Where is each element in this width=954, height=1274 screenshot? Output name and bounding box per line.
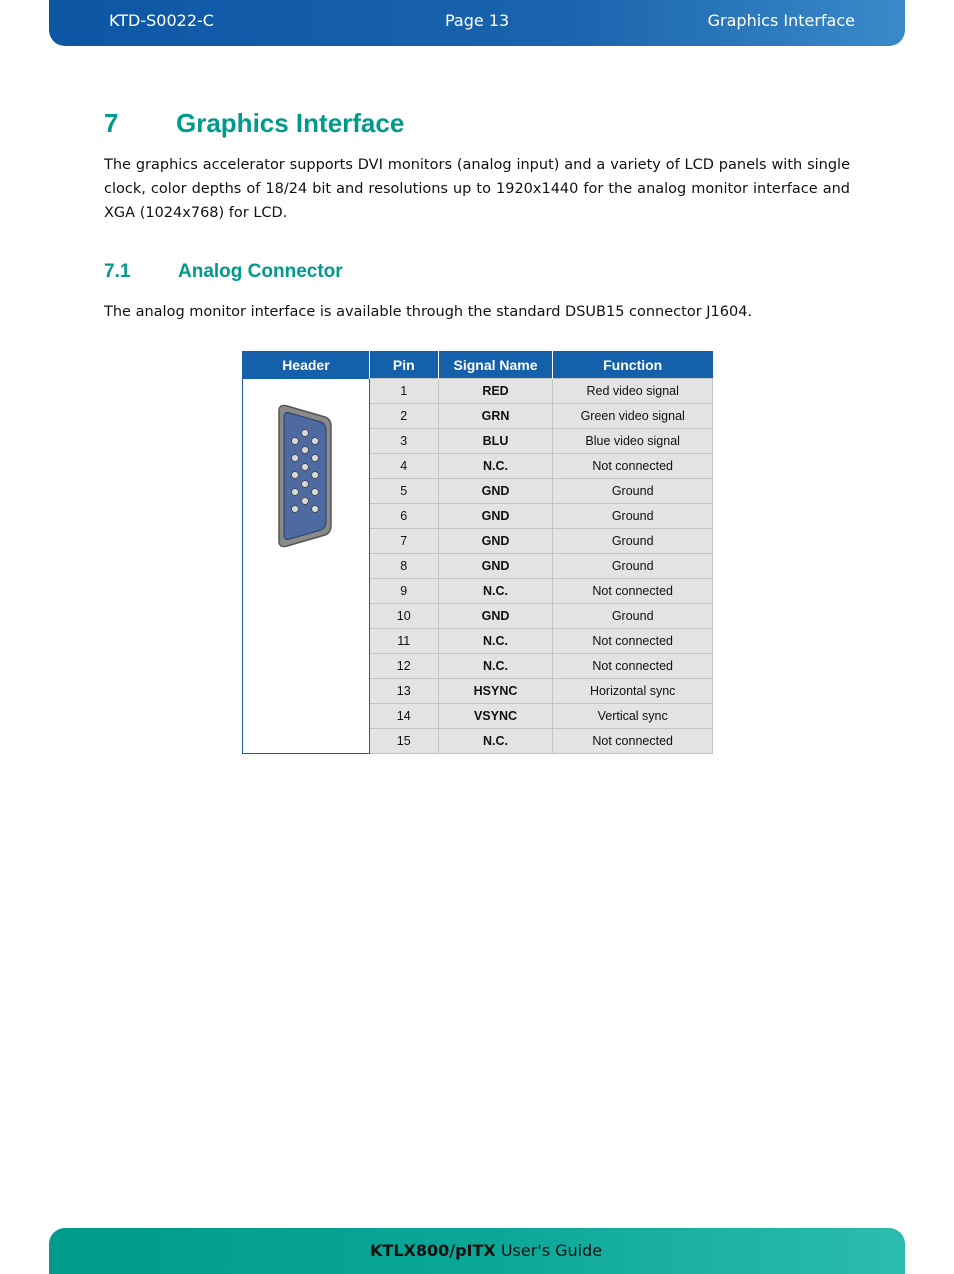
signal-cell: RED bbox=[438, 379, 553, 404]
section-body: The graphics accelerator supports DVI monitors (analog input) and a variety of LCD panels with single clock, color depths of 18/24 bit and resolutions up to 1920x1440 for the analog monitor interface and XGA (1024x768) for LCD. bbox=[104, 157, 850, 221]
pin-cell: 12 bbox=[369, 654, 438, 679]
pin-cell: 11 bbox=[369, 629, 438, 654]
pin-cell: 14 bbox=[369, 704, 438, 729]
signal-cell: N.C. bbox=[438, 729, 553, 754]
function-cell: Not connected bbox=[553, 454, 713, 479]
signal-cell: N.C. bbox=[438, 579, 553, 604]
pin-cell: 3 bbox=[369, 429, 438, 454]
signal-cell: BLU bbox=[438, 429, 553, 454]
signal-cell: N.C. bbox=[438, 654, 553, 679]
pin-cell: 7 bbox=[369, 529, 438, 554]
pin-cell: 1 bbox=[369, 379, 438, 404]
subsection-body: The analog monitor interface is available through the standard DSUB15 connector J1604. bbox=[104, 304, 753, 320]
function-cell: Not connected bbox=[553, 579, 713, 604]
section-number: 7 bbox=[104, 108, 119, 138]
pin-cell: 13 bbox=[369, 679, 438, 704]
subsection-heading bbox=[104, 261, 343, 283]
column-header: Header bbox=[243, 352, 370, 379]
signal-cell: GND bbox=[438, 554, 553, 579]
footer-guide: User's Guide bbox=[500, 1241, 603, 1260]
function-cell: Horizontal sync bbox=[553, 679, 713, 704]
column-header: Function bbox=[553, 352, 713, 379]
pin-cell: 2 bbox=[369, 404, 438, 429]
column-header: Signal Name bbox=[438, 352, 553, 379]
signal-cell: GRN bbox=[438, 404, 553, 429]
function-cell: Ground bbox=[553, 529, 713, 554]
signal-cell: N.C. bbox=[438, 629, 553, 654]
function-cell: Blue video signal bbox=[553, 429, 713, 454]
function-cell: Red video signal bbox=[553, 379, 713, 404]
signal-cell: VSYNC bbox=[438, 704, 553, 729]
signal-cell: GND bbox=[438, 604, 553, 629]
pin-cell: 6 bbox=[369, 504, 438, 529]
page-number: Page 13 bbox=[445, 11, 510, 30]
section-heading bbox=[104, 108, 404, 139]
pin-cell: 4 bbox=[369, 454, 438, 479]
subsection-number: 7.1 bbox=[104, 261, 131, 282]
function-cell: Not connected bbox=[553, 654, 713, 679]
page-footer bbox=[49, 1228, 905, 1274]
doc-id: KTD-S0022-C bbox=[109, 11, 214, 30]
page-header bbox=[49, 0, 905, 46]
column-header: Pin bbox=[369, 352, 438, 379]
function-cell: Ground bbox=[553, 504, 713, 529]
pin-cell: 9 bbox=[369, 579, 438, 604]
function-cell: Green video signal bbox=[553, 404, 713, 429]
table-header-row bbox=[243, 352, 713, 379]
pin-cell: 15 bbox=[369, 729, 438, 754]
footer-title bbox=[370, 1241, 602, 1260]
function-cell: Ground bbox=[553, 604, 713, 629]
table-row bbox=[243, 379, 713, 404]
signal-cell: GND bbox=[438, 479, 553, 504]
pin-cell: 8 bbox=[369, 554, 438, 579]
header-section-title: Graphics Interface bbox=[707, 11, 855, 30]
pin-cell: 10 bbox=[369, 604, 438, 629]
dsub15-connector-icon bbox=[275, 403, 333, 549]
signal-cell: GND bbox=[438, 529, 553, 554]
function-cell: Not connected bbox=[553, 629, 713, 654]
footer-product: KTLX800/pITX bbox=[370, 1241, 496, 1260]
function-cell: Ground bbox=[553, 554, 713, 579]
pin-cell: 5 bbox=[369, 479, 438, 504]
pinout-table bbox=[242, 351, 713, 754]
signal-cell: HSYNC bbox=[438, 679, 553, 704]
connector-cell bbox=[243, 379, 370, 754]
subsection-title: Analog Connector bbox=[178, 261, 343, 282]
section-title: Graphics Interface bbox=[176, 108, 405, 138]
function-cell: Not connected bbox=[553, 729, 713, 754]
signal-cell: N.C. bbox=[438, 454, 553, 479]
function-cell: Vertical sync bbox=[553, 704, 713, 729]
function-cell: Ground bbox=[553, 479, 713, 504]
signal-cell: GND bbox=[438, 504, 553, 529]
